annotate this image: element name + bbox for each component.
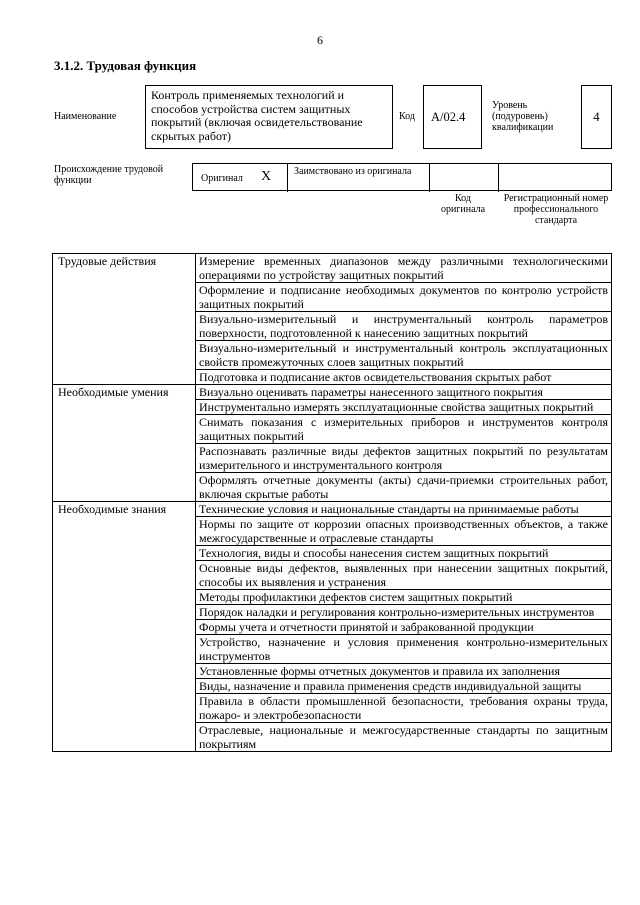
list-item: Устройство, назначение и условия применения контрольно-измерительных инструментов [196,635,612,664]
page-number: 6 [317,33,323,47]
list-item: Распознавать различные виды дефектов защитных покрытий по результатам измерительного и инструментального контроля [196,444,612,473]
table-row [53,254,612,283]
list-item: Визуально оценивать параметры нанесенного защитного покрытия [196,385,612,400]
list-item: Основные виды дефектов, выявленных при нанесении защитных покрытий, способы их выявления и устранения [196,561,612,590]
list-item: Технология, виды и способы нанесения систем защитных покрытий [196,546,612,561]
list-item: Отраслевые, национальные и межгосударственные стандарты по защитным покрытиям [196,723,612,752]
list-item: Визуально-измерительный и инструментальный контроль эксплуатационных свойств промежуточных слоев защитных покрытий [196,341,612,370]
list-item: Снимать показания с измерительных приборов и инструментов контроля защитных покрытий [196,415,612,444]
section-title-knowledge: Необходимые знания [53,502,196,752]
cell-divider [429,164,430,192]
origin-row [192,163,612,191]
list-item: Измерение временных диапазонов между различными технологическими операциями по устройству защитных покрытий [196,254,612,283]
list-item: Установленные формы отчетных документов и правила их заполнения [196,664,612,679]
function-name-box: Контроль применяемых технологий и способов устройства систем защитных покрытий (включая освидетельствование скрытых работ) [145,85,393,149]
level-value-box: 4 [581,85,612,149]
function-details-table [52,253,612,752]
code-label: Код [399,111,415,122]
code-original-caption: Код оригинала [440,193,486,215]
list-item: Нормы по защите от коррозии опасных производственных объектов, а также межгосударственные и отраслевые стандарты [196,517,612,546]
original-mark: X [261,169,272,184]
cell-divider [287,164,288,192]
section-title-skills: Необходимые умения [53,385,196,502]
cell-divider [498,164,499,192]
function-code-box: А/02.4 [423,85,482,149]
list-item: Подготовка и подписание актов освидетельствования скрытых работ [196,370,612,385]
list-item: Оформление и подписание необходимых документов по контролю устройств защитных покрытий [196,283,612,312]
list-item: Технические условия и национальные стандарты на принимаемые работы [196,502,612,517]
table-row [53,385,612,400]
original-label: Оригинал [201,173,243,184]
borrowed-label: Заимствовано из оригинала [294,166,412,177]
list-item: Правила в области промышленной безопасности, требования охраны труда, пожаро- и электробезопасности [196,694,612,723]
reg-number-caption: Регистрационный номер профессионального стандарта [503,193,609,226]
list-item: Инструментально измерять эксплуатационные свойства защитных покрытий [196,400,612,415]
origin-label: Происхождение трудовой функции [54,164,164,186]
table-row [53,502,612,517]
list-item: Порядок наладки и регулирования контрольно-измерительных инструментов [196,605,612,620]
name-label: Наименование [54,111,117,122]
list-item: Формы учета и отчетности принятой и забракованной продукции [196,620,612,635]
list-item: Оформлять отчетные документы (акты) сдачи-приемки строительных работ, включая скрытые работы [196,473,612,502]
section-heading: 3.1.2. Трудовая функция [54,58,197,73]
list-item: Виды, назначение и правила применения средств индивидуальной защиты [196,679,612,694]
list-item: Визуально-измерительный и инструментальный контроль параметров поверхности, подготовленной к нанесению защитных покрытий [196,312,612,341]
level-label: Уровень (подуровень) квалификации [492,100,554,133]
section-title-actions: Трудовые действия [53,254,196,385]
list-item: Методы профилактики дефектов систем защитных покрытий [196,590,612,605]
